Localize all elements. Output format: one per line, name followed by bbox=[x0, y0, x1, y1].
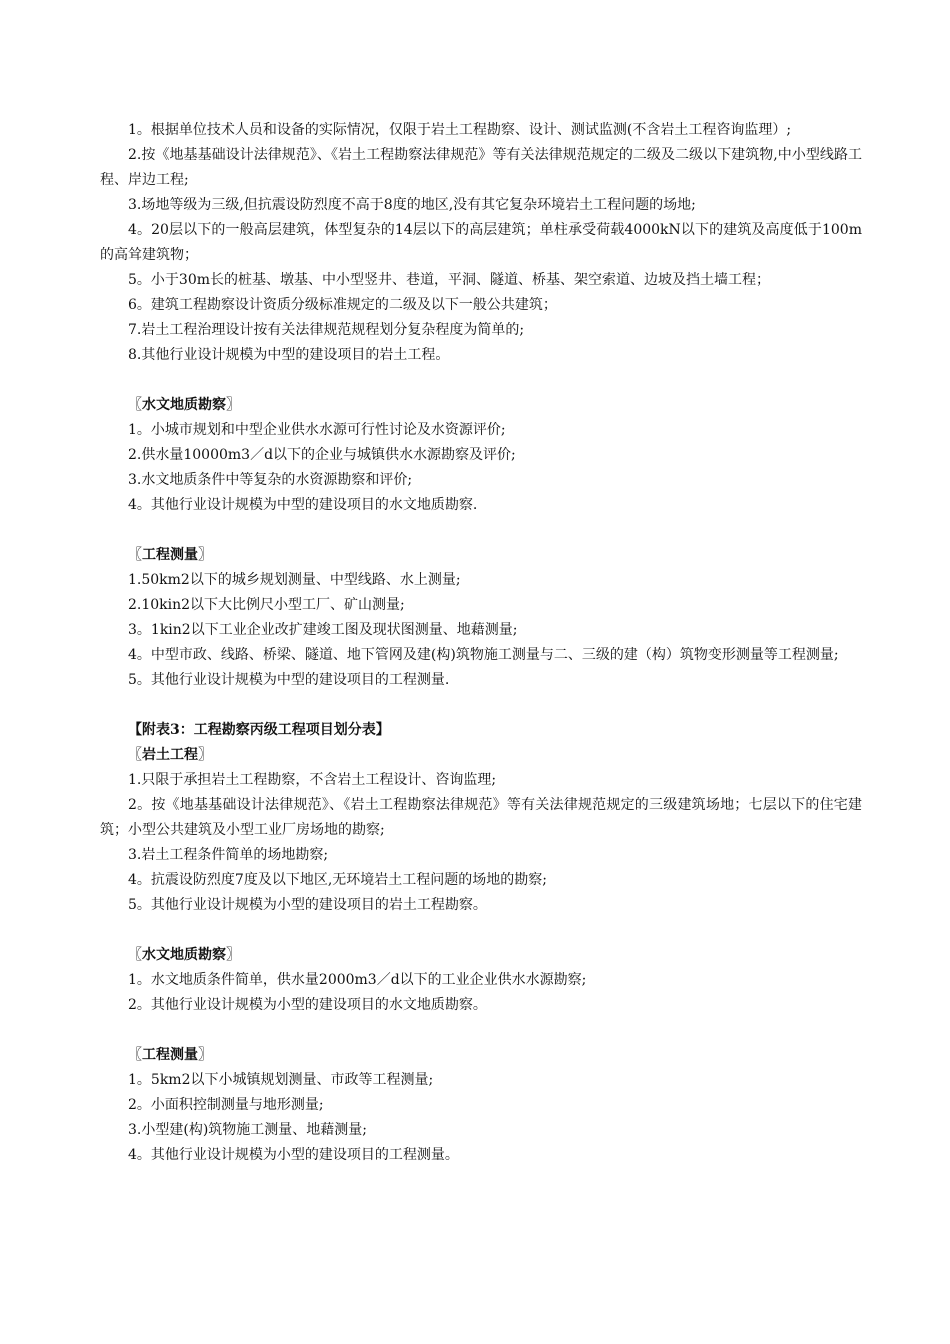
list-item: 4。其他行业设计规模为中型的建设项目的水文地质勘察. bbox=[128, 497, 478, 513]
bracket-close: 〗 bbox=[198, 747, 212, 763]
spacer bbox=[100, 368, 862, 393]
list-item: 4。中型市政、线路、桥梁、隧道、地下管网及建(构)筑物施工测量与二、三级的建（构）筑物变形测量等工程测量; bbox=[128, 647, 839, 663]
paragraph: 2.按《地基基础设计法律规范》、《岩土工程勘察法律规范》等有关法律规范规定的二级及二级以下建筑物,中小型线路工程、岸边工程; bbox=[100, 147, 862, 188]
list-item: 3。1kin2以下工业企业改扩建竣工图及现状图测量、地藉测量; bbox=[128, 622, 518, 638]
section-heading-hydro-c bbox=[100, 943, 862, 968]
section-heading-survey-b bbox=[100, 543, 862, 568]
bracket-open: 〖 bbox=[128, 1047, 142, 1063]
list-item: 1.50km2以下的城乡规划测量、中型线路、水上测量; bbox=[128, 572, 461, 588]
paragraph: 4。20层以下的一般高层建筑，体型复杂的14层以下的高层建筑；单柱承受荷载4000kN以下的建筑及高度低于100m的高耸建筑物； bbox=[100, 222, 862, 263]
spacer bbox=[100, 518, 862, 543]
list-item: 2。其他行业设计规模为小型的建设项目的水文地质勘察。 bbox=[128, 997, 487, 1013]
paragraph: 8.其他行业设计规模为中型的建设项目的岩土工程。 bbox=[128, 347, 450, 363]
list-item: 5。其他行业设计规模为小型的建设项目的岩土工程勘察。 bbox=[128, 897, 487, 913]
section-heading-geo-c bbox=[100, 743, 862, 768]
list-item: 1。水文地质条件简单，供水量2000m3／d以下的工业企业供水水源勘察; bbox=[128, 972, 587, 988]
spacer bbox=[100, 1018, 862, 1043]
bracket-open: 〖 bbox=[128, 747, 142, 763]
list-item: 1。5km2以下小城镇规划测量、市政等工程测量; bbox=[128, 1072, 434, 1088]
bracket-close: 〗 bbox=[198, 547, 212, 563]
document-body bbox=[100, 118, 862, 1168]
section-title: 岩土工程 bbox=[142, 747, 198, 763]
section-heading-survey-c bbox=[100, 1043, 862, 1068]
bracket-open: 〖 bbox=[128, 397, 142, 413]
section-title: 水文地质勘察 bbox=[142, 397, 226, 413]
list-item: 3.岩土工程条件简单的场地勘察; bbox=[128, 847, 329, 863]
paragraph: 5。小于30m长的桩基、墩基、中小型竖井、巷道，平洞、隧道、桥基、架空索道、边坡及挡土墙工程； bbox=[128, 272, 770, 288]
list-item: 4。抗震设防烈度7度及以下地区,无环境岩土工程问题的场地的勘察; bbox=[128, 872, 547, 888]
bracket-open: 〖 bbox=[128, 547, 142, 563]
list-item: 2。小面积控制测量与地形测量; bbox=[128, 1097, 324, 1113]
list-item: 1。小城市规划和中型企业供水水源可行性讨论及水资源评价; bbox=[128, 422, 506, 438]
section-title: 水文地质勘察 bbox=[142, 947, 226, 963]
section-heading-hydro-b bbox=[100, 393, 862, 418]
paragraph: 7.岩土工程治理设计按有关法律规范规程划分复杂程度为简单的; bbox=[128, 322, 525, 338]
bracket-close: 〗 bbox=[198, 1047, 212, 1063]
bracket-close: 〗 bbox=[226, 947, 240, 963]
section-title: 工程测量 bbox=[142, 547, 198, 563]
list-item: 3.水文地质条件中等复杂的水资源勘察和评价; bbox=[128, 472, 413, 488]
list-item: 4。其他行业设计规模为小型的建设项目的工程测量。 bbox=[128, 1147, 459, 1163]
list-item: 5。其他行业设计规模为中型的建设项目的工程测量. bbox=[128, 672, 450, 688]
spacer bbox=[100, 918, 862, 943]
bracket-close: 〗 bbox=[226, 397, 240, 413]
paragraph: 1。根据单位技术人员和设备的实际情况，仅限于岩土工程勘察、设计、测试监测(不含岩土工程咨询监理）; bbox=[128, 122, 792, 138]
list-item: 2。按《地基基础设计法律规范》、《岩土工程勘察法律规范》等有关法律规范规定的三级建筑场地；七层以下的住宅建筑；小型公共建筑及小型工业厂房场地的勘察; bbox=[100, 797, 862, 838]
list-item: 1.只限于承担岩土工程勘察，不含岩土工程设计、咨询监理; bbox=[128, 772, 497, 788]
paragraph: 3.场地等级为三级,但抗震设防烈度不高于8度的地区,没有其它复杂环境岩土工程问题的场地; bbox=[128, 197, 696, 213]
paragraph: 6。建筑工程勘察设计资质分级标准规定的二级及以下一般公共建筑； bbox=[128, 297, 557, 313]
section-title: 工程测量 bbox=[142, 1047, 198, 1063]
list-item: 2.10kin2以下大比例尺小型工厂、矿山测量; bbox=[128, 597, 405, 613]
spacer bbox=[100, 693, 862, 718]
bracket-open: 〖 bbox=[128, 947, 142, 963]
list-item: 2.供水量10000m3／d以下的企业与城镇供水水源勘察及评价; bbox=[128, 447, 516, 463]
table-title: 【附表3：工程勘察丙级工程项目划分表】 bbox=[128, 722, 390, 738]
list-item: 3.小型建(构)筑物施工测量、地藉测量; bbox=[128, 1122, 367, 1138]
